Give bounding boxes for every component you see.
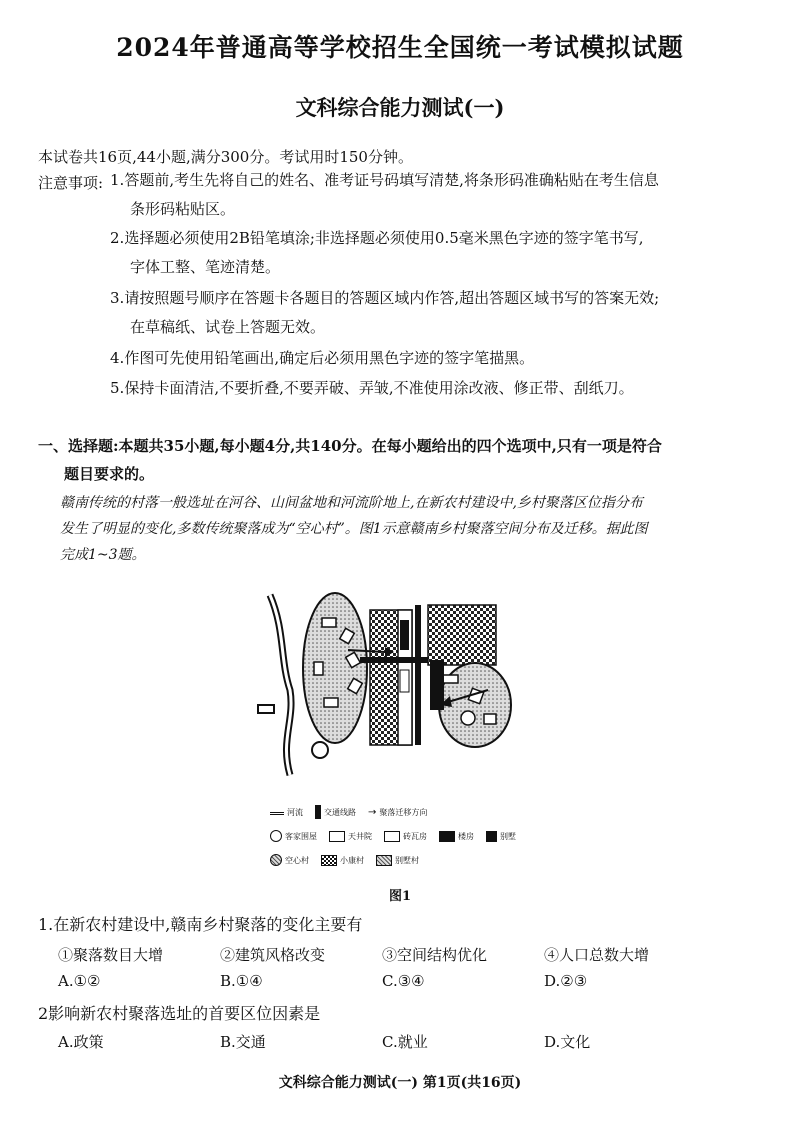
legend-brick: 砖瓦房	[384, 831, 427, 842]
legend-hollow: 空心村	[270, 854, 309, 866]
option-a: A.①②	[58, 972, 101, 990]
section-heading: 一、选择题:本题共35小题,每小题4分,共140分。在每小题给出的四个选项中,只有一项是符合 题目要求的。	[38, 437, 662, 483]
legend-migration: → 聚落迁移方向	[368, 806, 428, 818]
legend-small: 小康村	[321, 855, 364, 866]
option-b: B.交通	[220, 1033, 266, 1051]
notes-label: 注意事项:	[38, 174, 104, 192]
question-2-stem: 2影响新农村聚落选址的首要区位因素是	[38, 1004, 321, 1023]
note-item: 4.作图可先使用铅笔画出,确定后必须用黑色字迹的签字笔描黑。	[110, 349, 535, 367]
question-1-items: ①聚落数目大增 ②建筑风格改变 ③空间结构优化 ④人口总数大增	[58, 946, 650, 964]
exam-intro: 本试卷共16页,44小题,满分300分。考试用时150分钟。	[38, 148, 413, 166]
note-item: 2.选择题必须使用2B铅笔填涂;非选择题必须使用0.5毫米黑色字迹的签字笔书写, 字体工整、笔迹清楚。	[110, 229, 644, 276]
villa-village	[428, 605, 496, 665]
question-1-stem: 1.在新农村建设中,赣南乡村聚落的变化主要有	[38, 915, 363, 934]
legend-villa-village: 别墅村	[376, 855, 419, 866]
note-item: 1.答题前,考生先将自己的姓名、准考证号码填写清楚,将条形码准确粘贴在考生信息 条形码粘贴区。	[110, 171, 659, 218]
question-1-options	[58, 972, 706, 990]
hollow-village	[303, 593, 367, 743]
map-legend	[270, 800, 570, 872]
exam-subtitle: 文科综合能力测试(一)	[295, 95, 505, 120]
legend-hakka: 客家围屋	[270, 830, 317, 842]
option-b: B.①④	[220, 972, 263, 990]
hakka-house	[312, 742, 328, 758]
page-footer: 文科综合能力测试(一) 第1页(共16页)	[278, 1075, 522, 1091]
legend-building: 楼房	[439, 831, 474, 842]
option-a: A.政策	[58, 1033, 104, 1051]
option-d: D.②③	[544, 972, 588, 990]
legend-road: 交通线路	[315, 805, 356, 819]
option-c: C.③④	[382, 972, 425, 990]
legend-villa: 别墅	[486, 831, 516, 842]
figure-caption: 图1	[388, 889, 412, 904]
note-item: 5.保持卡面清洁,不要折叠,不要弄破、弄皱,不准使用涂改液、修正带、刮纸刀。	[110, 379, 634, 397]
option-d: D.文化	[544, 1033, 591, 1051]
exam-title: 2024年普通高等学校招生全国统一考试模拟试题	[116, 33, 684, 62]
settlement-map	[240, 590, 540, 780]
reading-passage: 赣南传统的村落一般选址在河谷、山间盆地和河流阶地上,在新农村建设中,乡村聚落区位指分布 发生了明显的变化,多数传统聚落成为“空心村”。图1示意赣南乡村聚落空间分布及迁移。据此图 完成1~3题。	[60, 495, 648, 563]
note-item: 3.请按照题号顺序在答题卡各题目的答题区域内作答,超出答题区域书写的答案无效; 在草稿纸、试卷上答题无效。	[110, 289, 660, 336]
option-c: C.就业	[382, 1033, 428, 1051]
legend-tianjing: 天井院	[329, 831, 372, 842]
legend-river: 河流	[270, 807, 303, 818]
question-2-options	[58, 1031, 706, 1052]
